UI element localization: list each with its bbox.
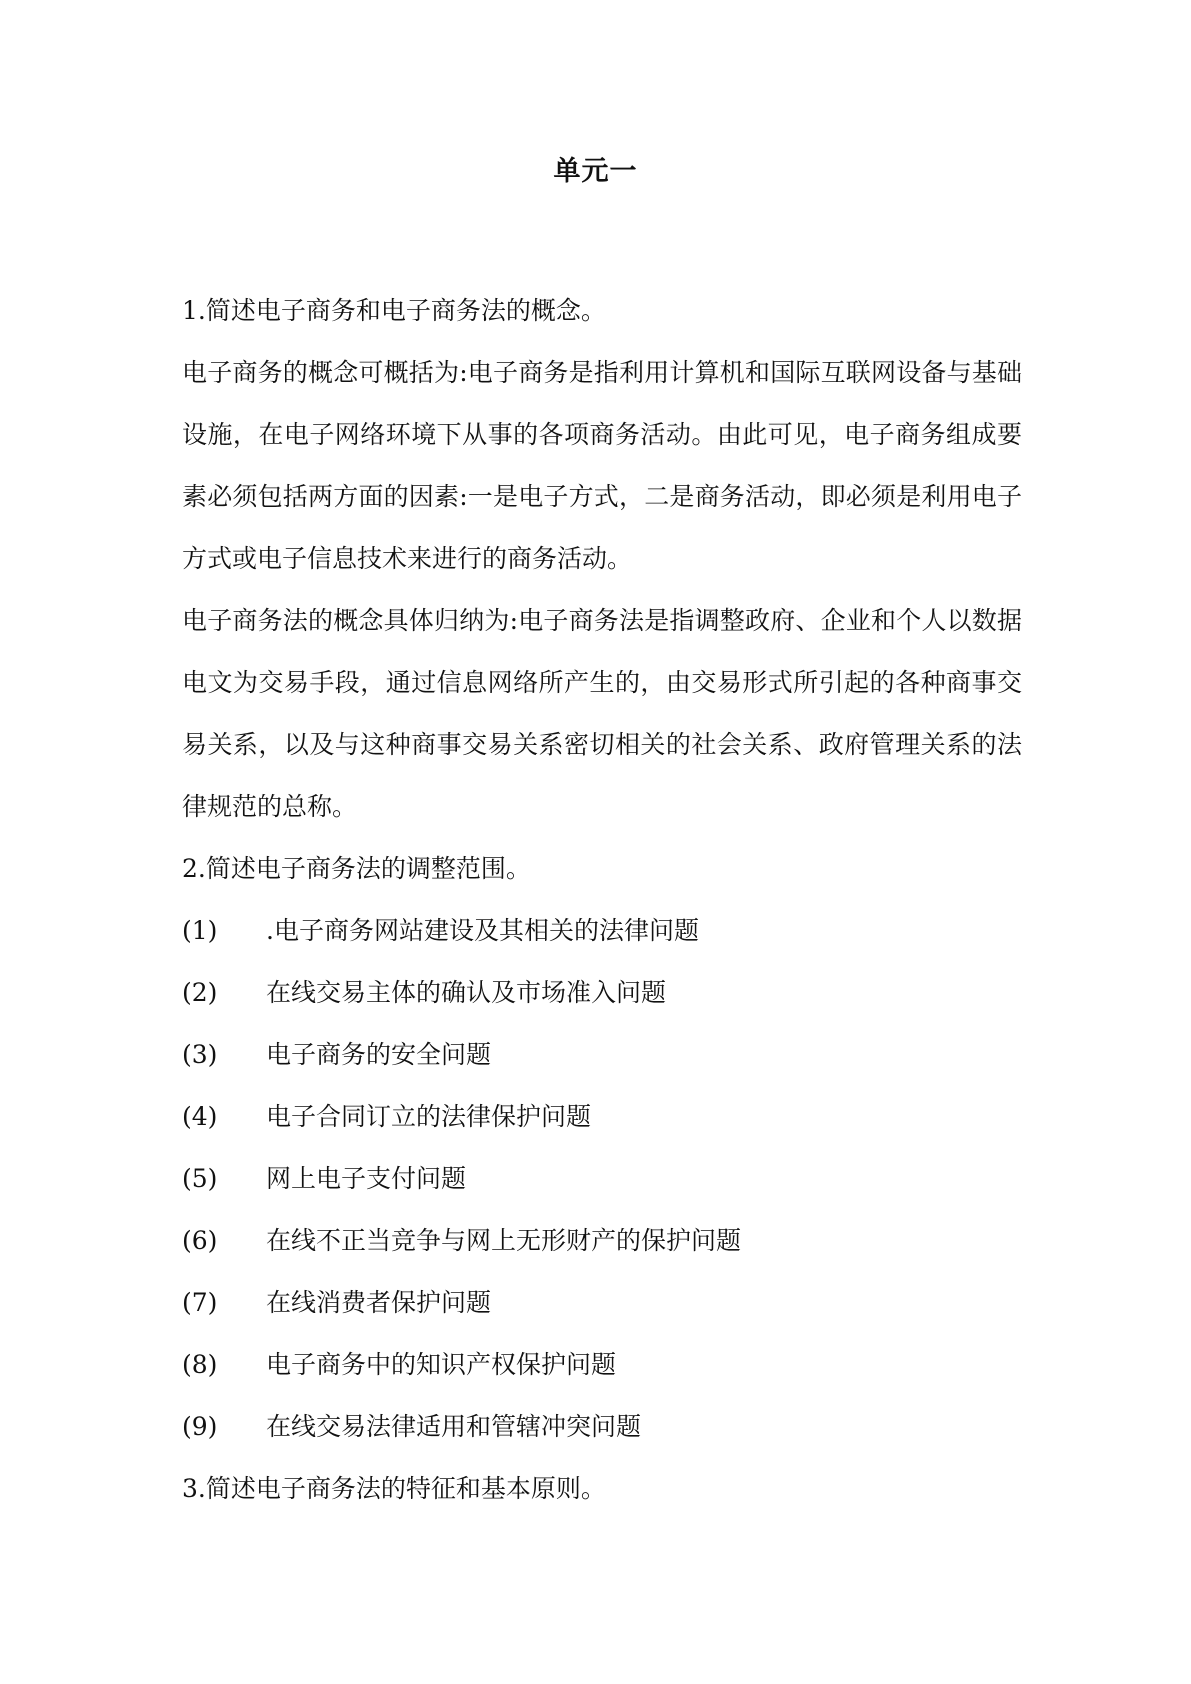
list-item-number: (2) — [182, 978, 218, 1007]
list-item-number: (6) — [182, 1226, 218, 1255]
list-item-text: 在线不正当竞争与网上无形财产的保护问题 — [266, 1226, 742, 1255]
question-1: 1.简述电子商务和电子商务法的概念。 — [182, 296, 606, 325]
list-item-number: (9) — [182, 1412, 218, 1441]
paragraph-ecommerce-concept: 电子商务的概念可概括为:电子商务是指利用计算机和国际互联网设备与基础设施，在电子网络环境下从事的各项商务活动。由此可见，电子商务组成要素必须包括两方面的因素:一是电子方式，二是商务活动，即必须是利用电子方式或电子信息技术来进行的商务活动。 — [182, 358, 1022, 573]
list-item — [182, 1148, 1022, 1210]
list-item — [182, 1334, 1022, 1396]
list-item-number: (1) — [182, 916, 218, 945]
scope-list — [182, 900, 1022, 1458]
list-item-text: 电子合同订立的法律保护问题 — [266, 1102, 592, 1131]
list-item — [182, 1024, 1022, 1086]
list-item-text: 电子商务的安全问题 — [266, 1040, 492, 1069]
list-item-text: 网上电子支付问题 — [266, 1164, 467, 1193]
question-2: 2.简述电子商务法的调整范围。 — [182, 854, 531, 883]
document-body — [182, 280, 1022, 1520]
list-item-text: 在线交易法律适用和管辖冲突问题 — [266, 1412, 642, 1441]
list-item-number: (8) — [182, 1350, 218, 1379]
list-item-number: (4) — [182, 1102, 218, 1131]
list-item — [182, 1210, 1022, 1272]
list-item-text: .电子商务网站建设及其相关的法律问题 — [266, 916, 699, 945]
list-item-number: (7) — [182, 1288, 218, 1317]
page-title: 单元一 — [553, 156, 638, 187]
list-item-text: 在线消费者保护问题 — [266, 1288, 492, 1317]
list-item-number: (5) — [182, 1164, 218, 1193]
list-item-text: 在线交易主体的确认及市场准入问题 — [266, 978, 667, 1007]
list-item-text: 电子商务中的知识产权保护问题 — [266, 1350, 617, 1379]
list-item — [182, 1396, 1022, 1458]
list-item — [182, 962, 1022, 1024]
list-item — [182, 1086, 1022, 1148]
list-item-number: (3) — [182, 1040, 218, 1069]
list-item — [182, 1272, 1022, 1334]
list-item — [182, 900, 1022, 962]
paragraph-ecommerce-law-concept: 电子商务法的概念具体归纳为:电子商务法是指调整政府、企业和个人以数据电文为交易手段，通过信息网络所产生的，由交易形式所引起的各种商事交易关系，以及与这种商事交易关系密切相关的社会关系、政府管理关系的法律规范的总称。 — [182, 606, 1022, 821]
question-3: 3.简述电子商务法的特征和基本原则。 — [182, 1474, 606, 1503]
